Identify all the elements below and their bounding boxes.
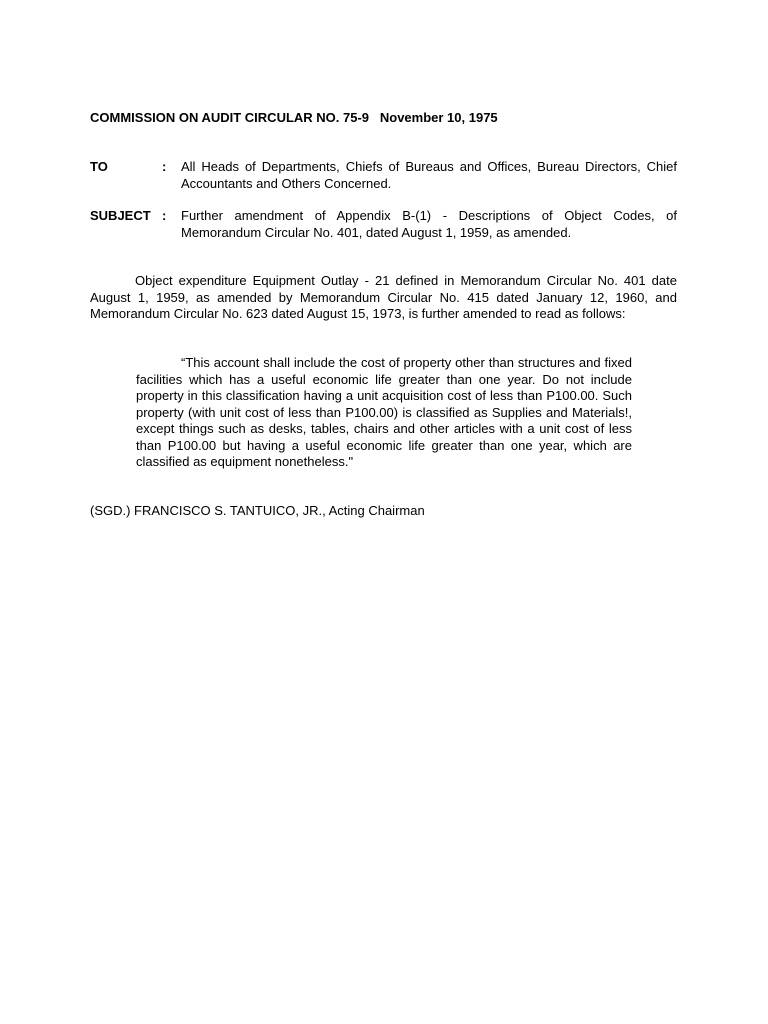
subject-row (90, 208, 677, 241)
subject-label: SUBJECT (90, 208, 151, 223)
signature-line: (SGD.) FRANCISCO S. TANTUICO, JR., Acting Chairman (90, 503, 425, 518)
quoted-amendment: “This account shall include the cost of property other than structures and fixed facilities which has a useful economic life greater than one year. Do not include property in this classification having a unit acquisition cost of less than P100.00. Such property (with unit cost of less than P100.00) is classified as Supplies and Materials!, except things such as desks, tables, chairs and other articles with a unit cost of less than P100.00 but having a useful economic life greater than one year, which are classified as equipment nonetheless." (136, 355, 632, 469)
to-row (90, 159, 677, 192)
circular-title: COMMISSION ON AUDIT CIRCULAR NO. 75-9 November 10, 1975 (90, 110, 498, 125)
to-label: TO (90, 159, 108, 174)
to-colon: : (162, 159, 167, 174)
body-paragraph: Object expenditure Equipment Outlay - 21 defined in Memorandum Circular No. 401 date August 1, 1959, as amended by Memorandum Circular No. 415 dated January 12, 1960, and Memorandum Circular No. 623 dated August 15, 1973, is further amended to read as follows: (90, 273, 677, 321)
to-recipients: All Heads of Departments, Chiefs of Bureaus and Offices, Bureau Directors, Chief Accountants and Others Concerned. (181, 159, 677, 191)
subject-text: Further amendment of Appendix B-(1) - Descriptions of Object Codes, of Memorandum Circular No. 401, dated August 1, 1959, as amended. (181, 208, 677, 240)
subject-colon: : (162, 208, 167, 223)
